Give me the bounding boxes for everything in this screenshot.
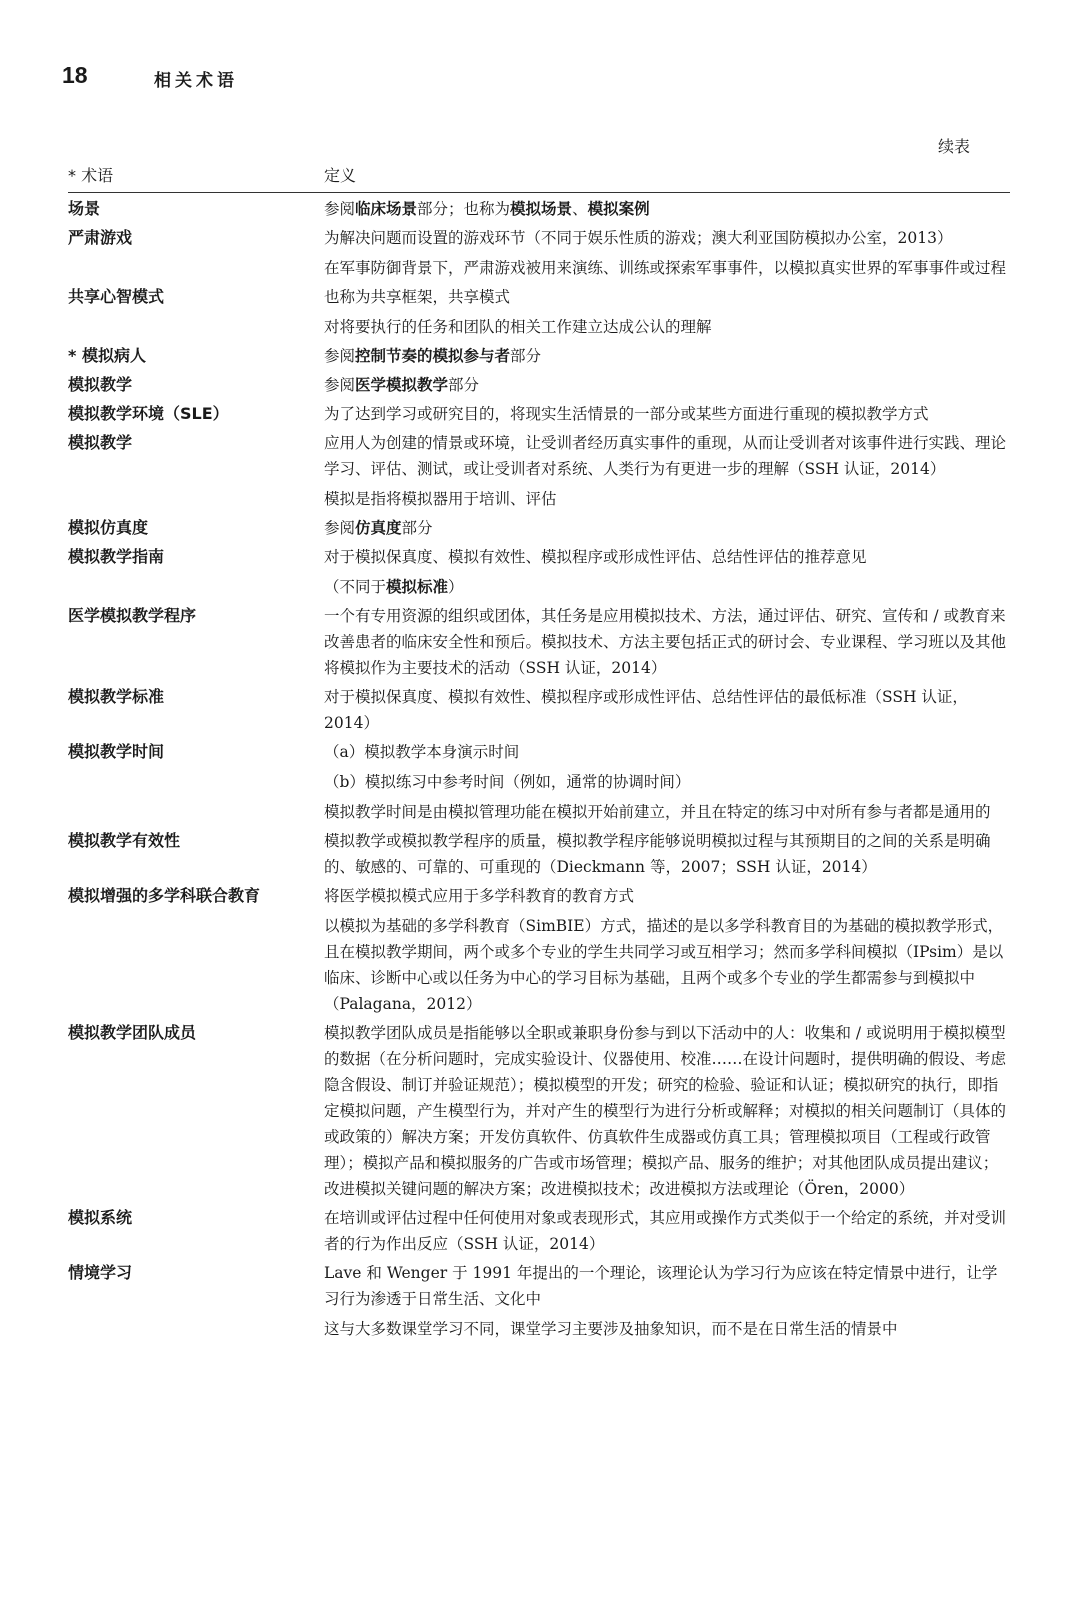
definition-cell xyxy=(324,515,1010,541)
definition-paragraph: 为解决问题而设置的游戏环节（不同于娱乐性质的游戏；澳大利亚国防模拟办公室，2013） xyxy=(324,229,953,247)
term-cell: 模拟增强的多学科联合教育 xyxy=(68,886,261,905)
definition-paragraph: 一个有专用资源的组织或团体，其任务是应用模拟技术、方法，通过评估、研究、宣传和 / 或教育来改善患者的临床安全性和预后。模拟技术、方法主要包括正式的研讨会、专业课程、学习班以及其他将模拟作为主要技术的活动（SSH 认证，2014） xyxy=(324,607,1007,677)
table-row xyxy=(68,883,1010,1017)
definition-cell xyxy=(324,603,1010,681)
definition-cell xyxy=(324,343,1010,369)
definition-cell xyxy=(324,739,1010,825)
definition-cell xyxy=(324,828,1010,880)
table-row xyxy=(68,684,1010,736)
definition-cell xyxy=(324,284,1010,340)
table-row xyxy=(68,196,1010,222)
definition-cell xyxy=(324,196,1010,222)
table-body xyxy=(68,196,1010,1342)
term-cell: 情境学习 xyxy=(68,1263,133,1282)
definition-paragraph: 也称为共享框架，共享模式 xyxy=(324,288,511,306)
term-cell: 医学模拟教学程序 xyxy=(68,606,197,625)
table-row xyxy=(68,603,1010,681)
term-cell: 模拟教学 xyxy=(68,375,133,394)
table-row xyxy=(68,343,1010,369)
table-row xyxy=(68,225,1010,281)
term-cell: 模拟仿真度 xyxy=(68,518,149,537)
term-cell: 模拟教学有效性 xyxy=(68,831,181,850)
definition-cell xyxy=(324,401,1010,427)
definition-cell xyxy=(324,430,1010,512)
definition-paragraph: 应用人为创建的情景或环境，让受训者经历真实事件的重现，从而让受训者对该事件进行实践、理论学习、评估、测试，或让受训者对系统、人类行为有更进一步的理解（SSH 认证，2014） xyxy=(324,434,1007,478)
table-row xyxy=(68,430,1010,512)
table-row xyxy=(68,401,1010,427)
definition-paragraph: 对于模拟保真度、模拟有效性、模拟程序或形成性评估、总结性评估的推荐意见 xyxy=(324,548,867,566)
definition-paragraph: 模拟是指将模拟器用于培训、评估 xyxy=(324,490,557,508)
table-row xyxy=(68,515,1010,541)
column-header-definition: 定义 xyxy=(324,166,357,185)
table-header xyxy=(68,162,1010,193)
definition-cell xyxy=(324,1205,1010,1257)
definition-paragraph: 为了达到学习或研究目的，将现实生活情景的一部分或某些方面进行重现的模拟教学方式 xyxy=(324,405,929,423)
definition-cell xyxy=(324,372,1010,398)
table-row xyxy=(68,739,1010,825)
definition-paragraph: Lave 和 Wenger 于 1991 年提出的一个理论，该理论认为学习行为应该在特定情景中进行，让学习行为渗透于日常生活、文化中 xyxy=(324,1264,998,1308)
definition-paragraph: 模拟教学团队成员是指能够以全职或兼职身份参与到以下活动中的人：收集和 / 或说明用于模拟模型的数据（在分析问题时，完成实验设计、仪器使用、校准……在设计问题时，提供明确的假设、考虑隐含假设、制订并验证规范）；模拟模型的开发；研究的检验、验证和认证；模拟研究的执行，即指定模拟问题，产生模型行为，并对产生的模型行为进行分析或解释；对模拟的相关问题制订（具体的或政策的）解决方案；开发仿真软件、仿真软件生成器或仿真工具；管理模拟项目（工程或行政管理）；模拟产品和模拟服务的广告或市场管理；模拟产品、服务的维护；对其他团队成员提出建议；改进模拟关键问题的解决方案；改进模拟技术；改进模拟方法或理论（Ören，2000） xyxy=(324,1024,1007,1198)
table-row xyxy=(68,372,1010,398)
definition-cell xyxy=(324,1020,1010,1202)
definition-paragraph: （a）模拟教学本身演示时间 xyxy=(324,743,520,761)
definition-paragraph: 参阅医学模拟教学部分 xyxy=(324,376,480,394)
definition-paragraph: 参阅控制节奏的模拟参与者部分 xyxy=(324,347,542,365)
term-cell: 模拟教学时间 xyxy=(68,742,165,761)
definition-paragraph: 模拟教学或模拟教学程序的质量，模拟教学程序能够说明模拟过程与其预期目的之间的关系是明确的、敏感的、可靠的、可重现的（Dieckmann 等，2007；SSH 认证，2014） xyxy=(324,832,991,876)
table-row xyxy=(68,1205,1010,1257)
term-cell: 模拟系统 xyxy=(68,1208,133,1227)
definition-paragraph: 参阅仿真度部分 xyxy=(324,519,433,537)
definition-paragraph: 以模拟为基础的多学科教育（SimBIE）方式，描述的是以多学科教育目的为基础的模拟教学形式，且在模拟教学期间，两个或多个专业的学生共同学习或互相学习；然而多学科间模拟（IPsim）是以临床、诊断中心或以任务为中心的学习目标为基础，且两个或多个专业的学生都需参与到模拟中（Palagana，2012） xyxy=(324,917,1004,1013)
definition-paragraph: 在军事防御背景下，严肃游戏被用来演练、训练或探索军事事件，以模拟真实世界的军事事件或过程 xyxy=(324,259,1007,277)
term-cell: 模拟教学标准 xyxy=(68,687,165,706)
glossary-table xyxy=(68,162,1010,1342)
definition-paragraph: 这与大多数课堂学习不同，课堂学习主要涉及抽象知识，而不是在日常生活的情景中 xyxy=(324,1320,898,1338)
definition-cell xyxy=(324,544,1010,600)
definition-cell xyxy=(324,225,1010,281)
term-cell: 模拟教学环境（SLE） xyxy=(68,404,229,423)
definition-paragraph: （b）模拟练习中参考时间（例如，通常的协调时间） xyxy=(324,773,691,791)
table-row xyxy=(68,1020,1010,1202)
table-row xyxy=(68,1260,1010,1342)
continued-label: 续表 xyxy=(937,137,970,156)
definition-paragraph: 对将要执行的任务和团队的相关工作建立达成公认的理解 xyxy=(324,318,712,336)
page-number: 18 xyxy=(62,62,88,88)
table-row xyxy=(68,284,1010,340)
term-cell: 模拟教学 xyxy=(68,433,133,452)
definition-paragraph: （不同于模拟标准） xyxy=(324,578,464,596)
definition-paragraph: 在培训或评估过程中任何使用对象或表现形式，其应用或操作方式类似于一个给定的系统，并对受训者的行为作出反应（SSH 认证，2014） xyxy=(324,1209,1007,1253)
table-row xyxy=(68,544,1010,600)
term-cell: 严肃游戏 xyxy=(68,228,133,247)
term-cell: 场景 xyxy=(68,199,101,218)
definition-paragraph: 对于模拟保真度、模拟有效性、模拟程序或形成性评估、总结性评估的最低标准（SSH 认证，2014） xyxy=(324,688,968,732)
term-cell: * 模拟病人 xyxy=(68,346,146,365)
definition-cell xyxy=(324,684,1010,736)
definition-cell xyxy=(324,1260,1010,1342)
column-header-term: * 术语 xyxy=(68,166,114,185)
term-cell: 模拟教学指南 xyxy=(68,547,165,566)
table-row xyxy=(68,828,1010,880)
term-cell: 模拟教学团队成员 xyxy=(68,1023,197,1042)
term-cell: 共享心智模式 xyxy=(68,287,165,306)
definition-paragraph: 模拟教学时间是由模拟管理功能在模拟开始前建立，并且在特定的练习中对所有参与者都是通用的 xyxy=(324,803,991,821)
definition-paragraph: 参阅临床场景部分；也称为模拟场景、模拟案例 xyxy=(324,200,650,218)
definition-paragraph: 将医学模拟模式应用于多学科教育的教育方式 xyxy=(324,887,635,905)
definition-cell xyxy=(324,883,1010,1017)
section-title: 相关术语 xyxy=(154,71,238,91)
